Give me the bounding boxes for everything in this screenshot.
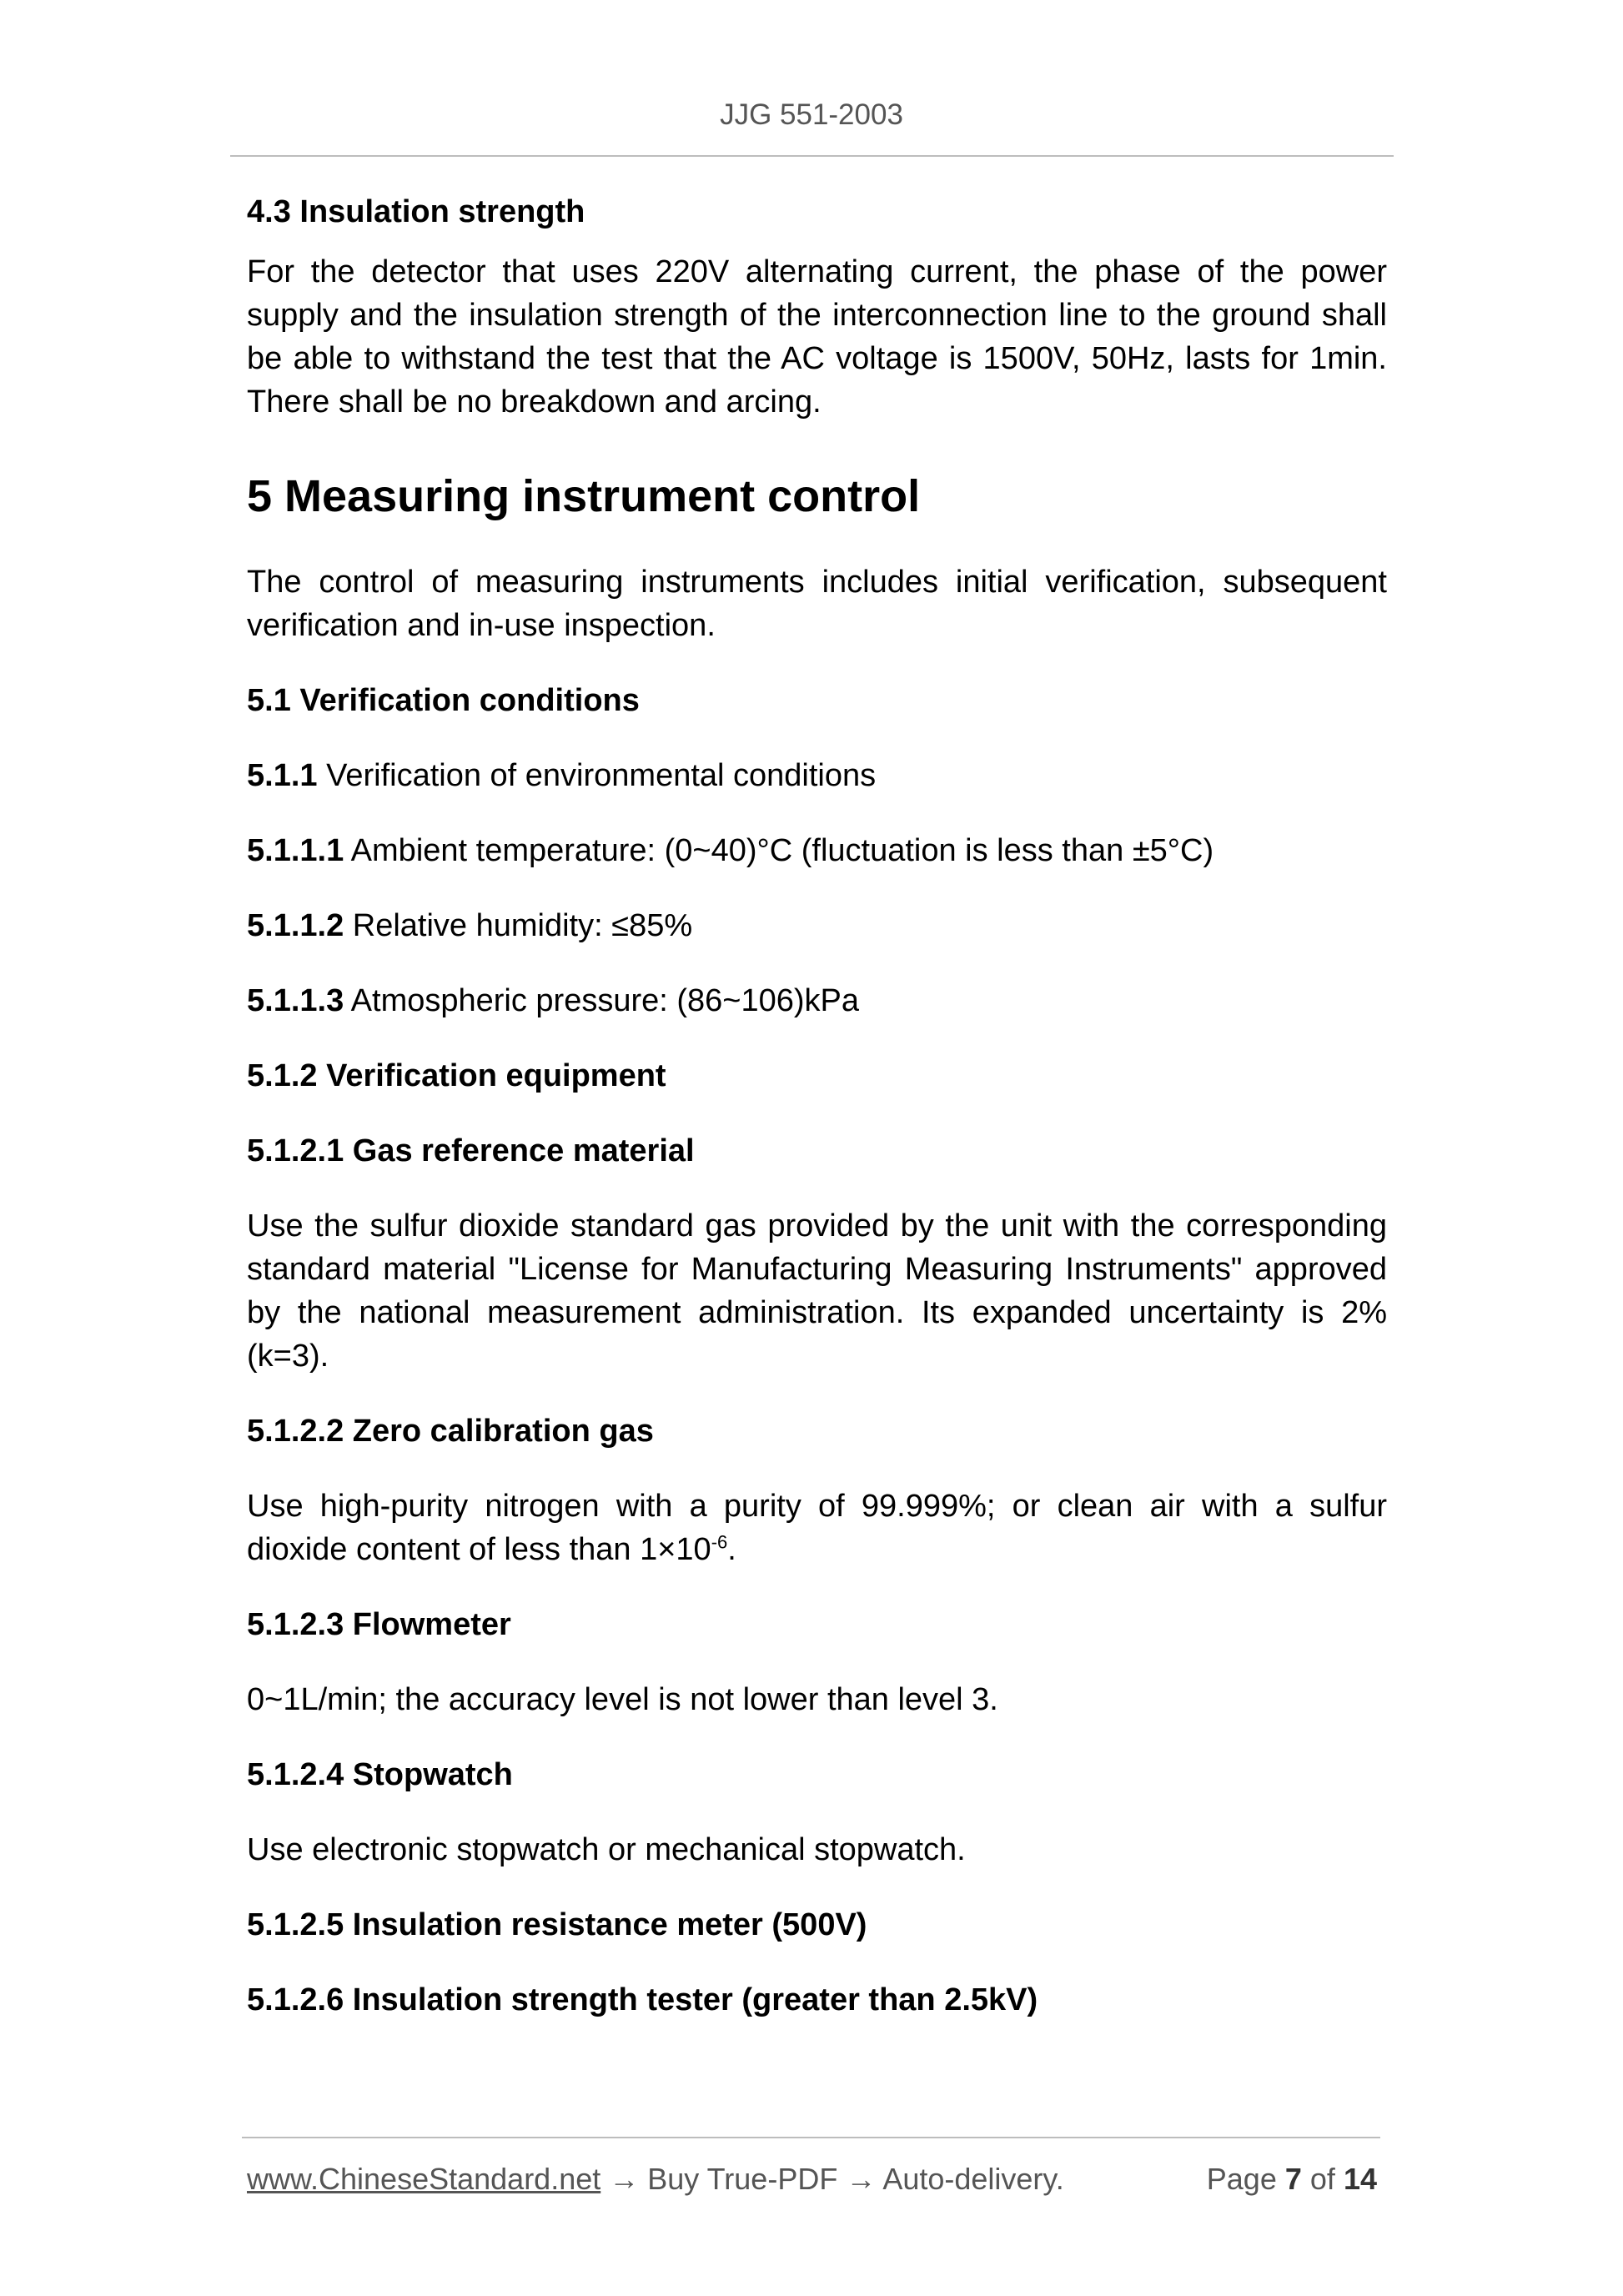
section-5-1-1-3 — [247, 979, 1387, 1022]
section-5-1-2-1-text: Use the sulfur dioxide standard gas provided by the unit with the corresponding standard material "License for Manufacturing Measuring Instruments" approved by the national measurement administration. Its expanded uncertainty is 2% (k=3). — [247, 1208, 1387, 1374]
section-5-1-2-5-heading: 5.1.2.5 Insulation resistance meter (500V) — [247, 1907, 867, 1942]
section-5-1-2-4-text: Use electronic stopwatch or mechanical stopwatch. — [247, 1832, 966, 1867]
section-5-1-2-2-exponent: -6 — [711, 1531, 728, 1553]
section-4-3-text: For the detector that uses 220V alternating current, the phase of the power supply and the insulation strength of the interconnection line to the ground shall be able to withstand the test that the AC voltage is 1500V, 50Hz, lasts for 1min. There shall be no breakdown and arcing. — [247, 254, 1387, 420]
header-divider — [230, 155, 1394, 157]
page-of-label: of — [1309, 2162, 1335, 2196]
section-4-3-heading: 4.3 Insulation strength — [247, 194, 585, 229]
section-5-text: The control of measuring instruments includes initial verification, subsequent verification and in-use inspection. — [247, 565, 1387, 643]
footer-site-link[interactable]: www.ChineseStandard.net — [247, 2162, 601, 2196]
section-5-1-2-2-text-end: . — [727, 1532, 736, 1567]
section-5-1-1-text: Verification of environmental conditions — [317, 758, 877, 793]
footer-page-number — [1207, 2162, 1377, 2197]
section-5-1-1-number: 5.1.1 — [247, 758, 318, 793]
section-5-1-2-6-heading: 5.1.2.6 Insulation strength tester (greater than 2.5kV) — [247, 1982, 1038, 2017]
section-5-1-1-2-number: 5.1.1.2 — [247, 908, 344, 943]
page-label: Page — [1206, 2162, 1277, 2196]
section-5-1-2-3-heading: 5.1.2.3 Flowmeter — [247, 1607, 511, 1642]
section-5-1-1-3-text: Atmospheric pressure: (86~106)kPa — [344, 983, 860, 1018]
header-doc-code: JJG 551-2003 — [720, 98, 903, 131]
footer-tagline: → Buy True-PDF → Auto-delivery. — [600, 2162, 1064, 2196]
section-5-1-2-3-text: 0~1L/min; the accuracy level is not lower than level 3. — [247, 1682, 998, 1717]
section-5-1-2-2-text — [247, 1485, 1387, 1571]
section-5-1-1 — [247, 754, 1387, 797]
section-5-1-2-4-heading: 5.1.2.4 Stopwatch — [247, 1757, 513, 1792]
section-5-1-1-2-text: Relative humidity: ≤85% — [344, 908, 693, 943]
section-5-1-1-2 — [247, 904, 1387, 947]
section-5-1-2-2-text-main: Use high-purity nitrogen with a purity of 99.999%; or clean air with a sulfur dioxide content of less than 1×10 — [247, 1489, 1387, 1567]
page-total: 14 — [1343, 2162, 1377, 2196]
section-5-heading: 5 Measuring instrument control — [247, 471, 921, 521]
page-current: 7 — [1284, 2162, 1302, 2196]
section-5-1-heading: 5.1 Verification conditions — [247, 683, 640, 718]
section-5-1-1-3-number: 5.1.1.3 — [247, 983, 344, 1018]
page-content — [247, 190, 1387, 2022]
section-5-1-1-1-text: Ambient temperature: (0~40)°C (fluctuation is less than ±5°C) — [344, 833, 1214, 868]
section-5-1-2-2-heading: 5.1.2.2 Zero calibration gas — [247, 1414, 654, 1449]
section-5-1-2-heading: 5.1.2 Verification equipment — [247, 1058, 666, 1093]
section-5-1-1-1 — [247, 829, 1387, 872]
footer-promo — [247, 2162, 1064, 2197]
footer-divider — [242, 2137, 1380, 2138]
section-5-1-1-1-number: 5.1.1.1 — [247, 833, 344, 868]
section-5-1-2-1-heading: 5.1.2.1 Gas reference material — [247, 1133, 695, 1168]
